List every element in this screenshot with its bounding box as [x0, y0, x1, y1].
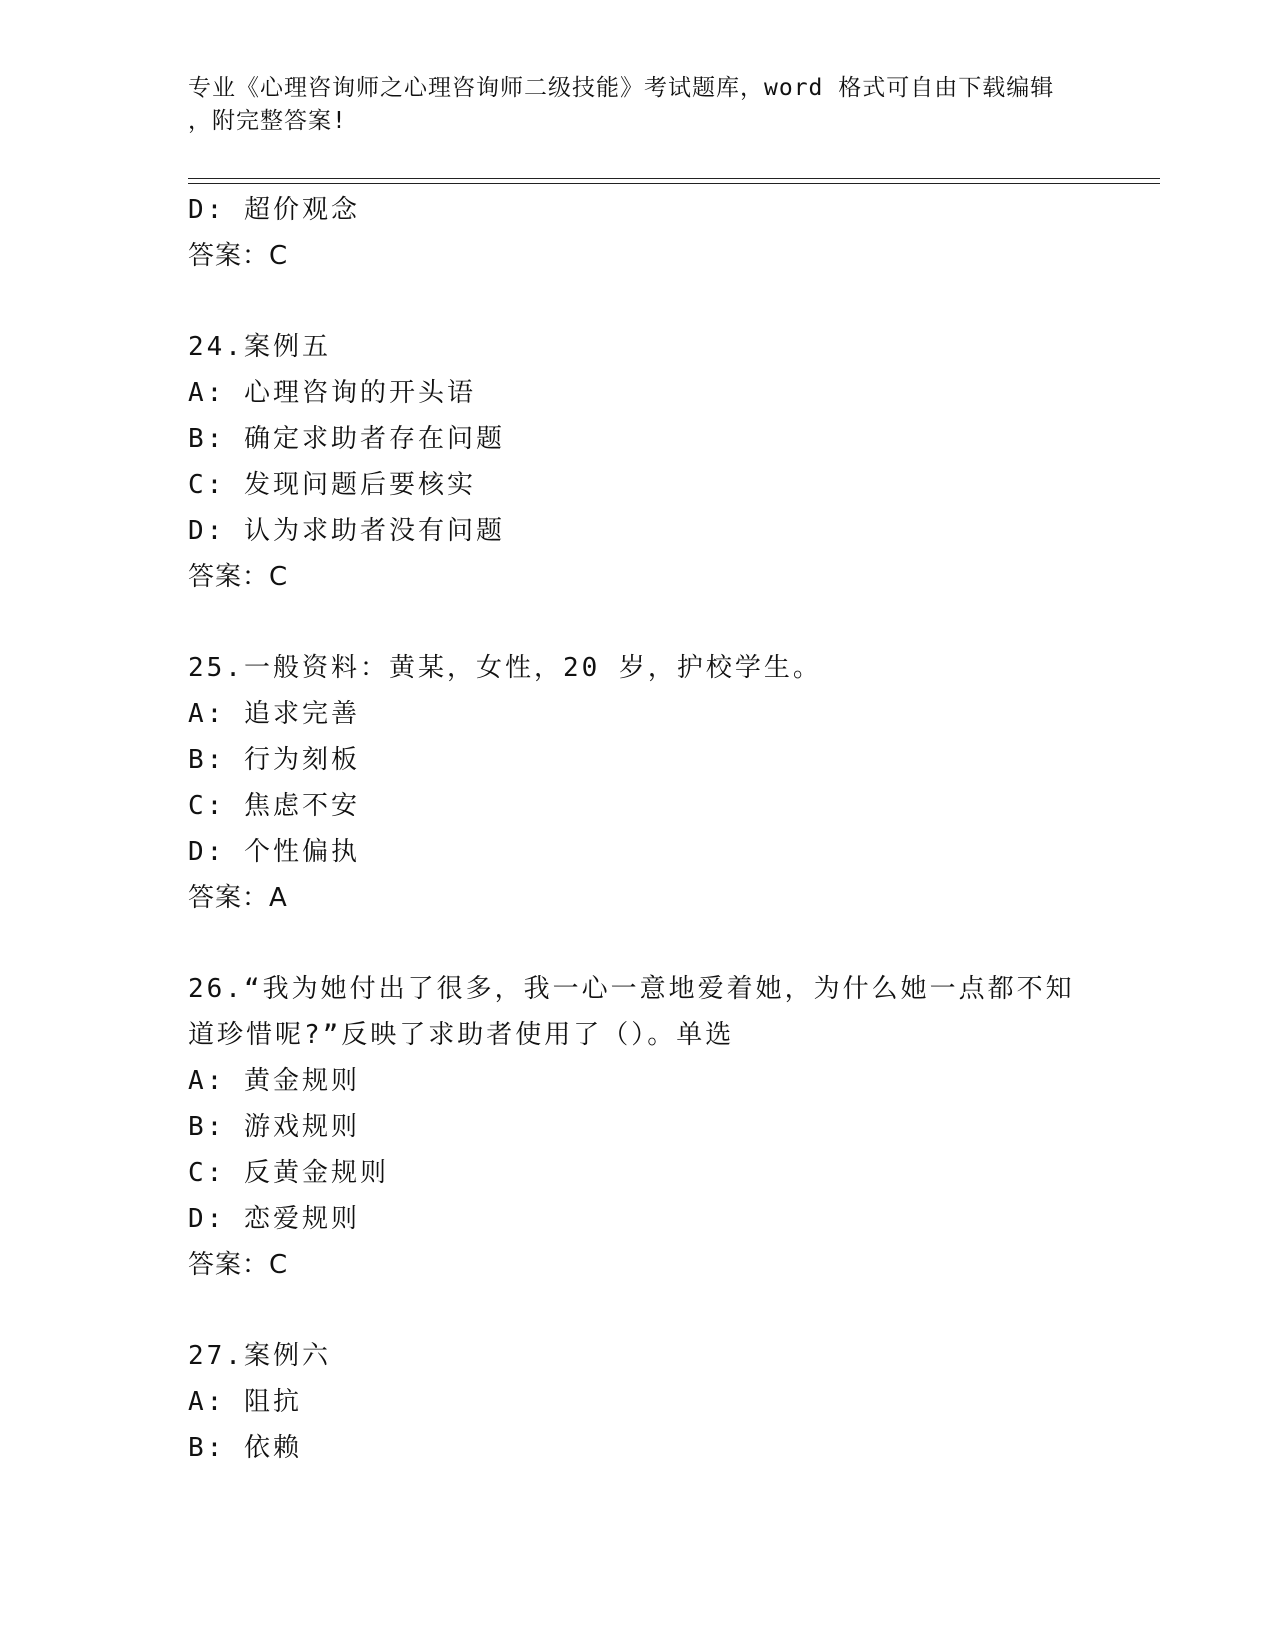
option-d: D: 认为求助者没有问题: [188, 516, 505, 546]
question-24: [188, 324, 1088, 600]
option-b: B: 行为刻板: [188, 745, 360, 775]
previous-question-tail: [188, 187, 1088, 279]
answer-line: 答案：C: [188, 562, 289, 592]
option-b: B: 依赖: [188, 1433, 302, 1463]
question-25: [188, 645, 1088, 921]
question-list: [188, 187, 1088, 1471]
option-b: B: 游戏规则: [188, 1112, 360, 1142]
option-c: C: 反黄金规则: [188, 1158, 389, 1188]
option-a: A: 心理咨询的开头语: [188, 378, 476, 408]
question-text: 24.案例五: [188, 332, 331, 362]
option-c: C: 发现问题后要核实: [188, 470, 476, 500]
option-b: B: 确定求助者存在问题: [188, 424, 505, 454]
question-26: [188, 966, 1088, 1288]
header-divider-top: [188, 178, 1160, 179]
answer-line: 答案：C: [188, 241, 289, 271]
option-c: C: 焦虑不安: [188, 791, 360, 821]
option-a: A: 追求完善: [188, 699, 360, 729]
question-text: 27.案例六: [188, 1341, 331, 1371]
option-d: D: 超价观念: [188, 195, 360, 225]
header-divider-bottom: [188, 183, 1160, 184]
question-27: [188, 1333, 1088, 1471]
option-a: A: 阻抗: [188, 1387, 302, 1417]
option-a: A: 黄金规则: [188, 1066, 360, 1096]
option-d: D: 恋爱规则: [188, 1204, 360, 1234]
header-line-2: ，附完整答案!: [188, 108, 347, 134]
answer-line: 答案：A: [188, 883, 288, 913]
option-d: D: 个性偏执: [188, 837, 360, 867]
question-text-line-2: 道珍惜呢?”反映了求助者使用了（）。单选: [188, 1020, 735, 1050]
question-text-line-1: 26.“我为她付出了很多，我一心一意地爱着她，为什么她一点都不知: [188, 974, 1075, 1004]
document-header: [188, 72, 1068, 138]
header-line-1: 专业《心理咨询师之心理咨询师二级技能》考试题库，word 格式可自由下载编辑: [188, 75, 1055, 101]
question-text: 25.一般资料：黄某，女性，20 岁，护校学生。: [188, 653, 822, 683]
answer-line: 答案：C: [188, 1250, 289, 1280]
